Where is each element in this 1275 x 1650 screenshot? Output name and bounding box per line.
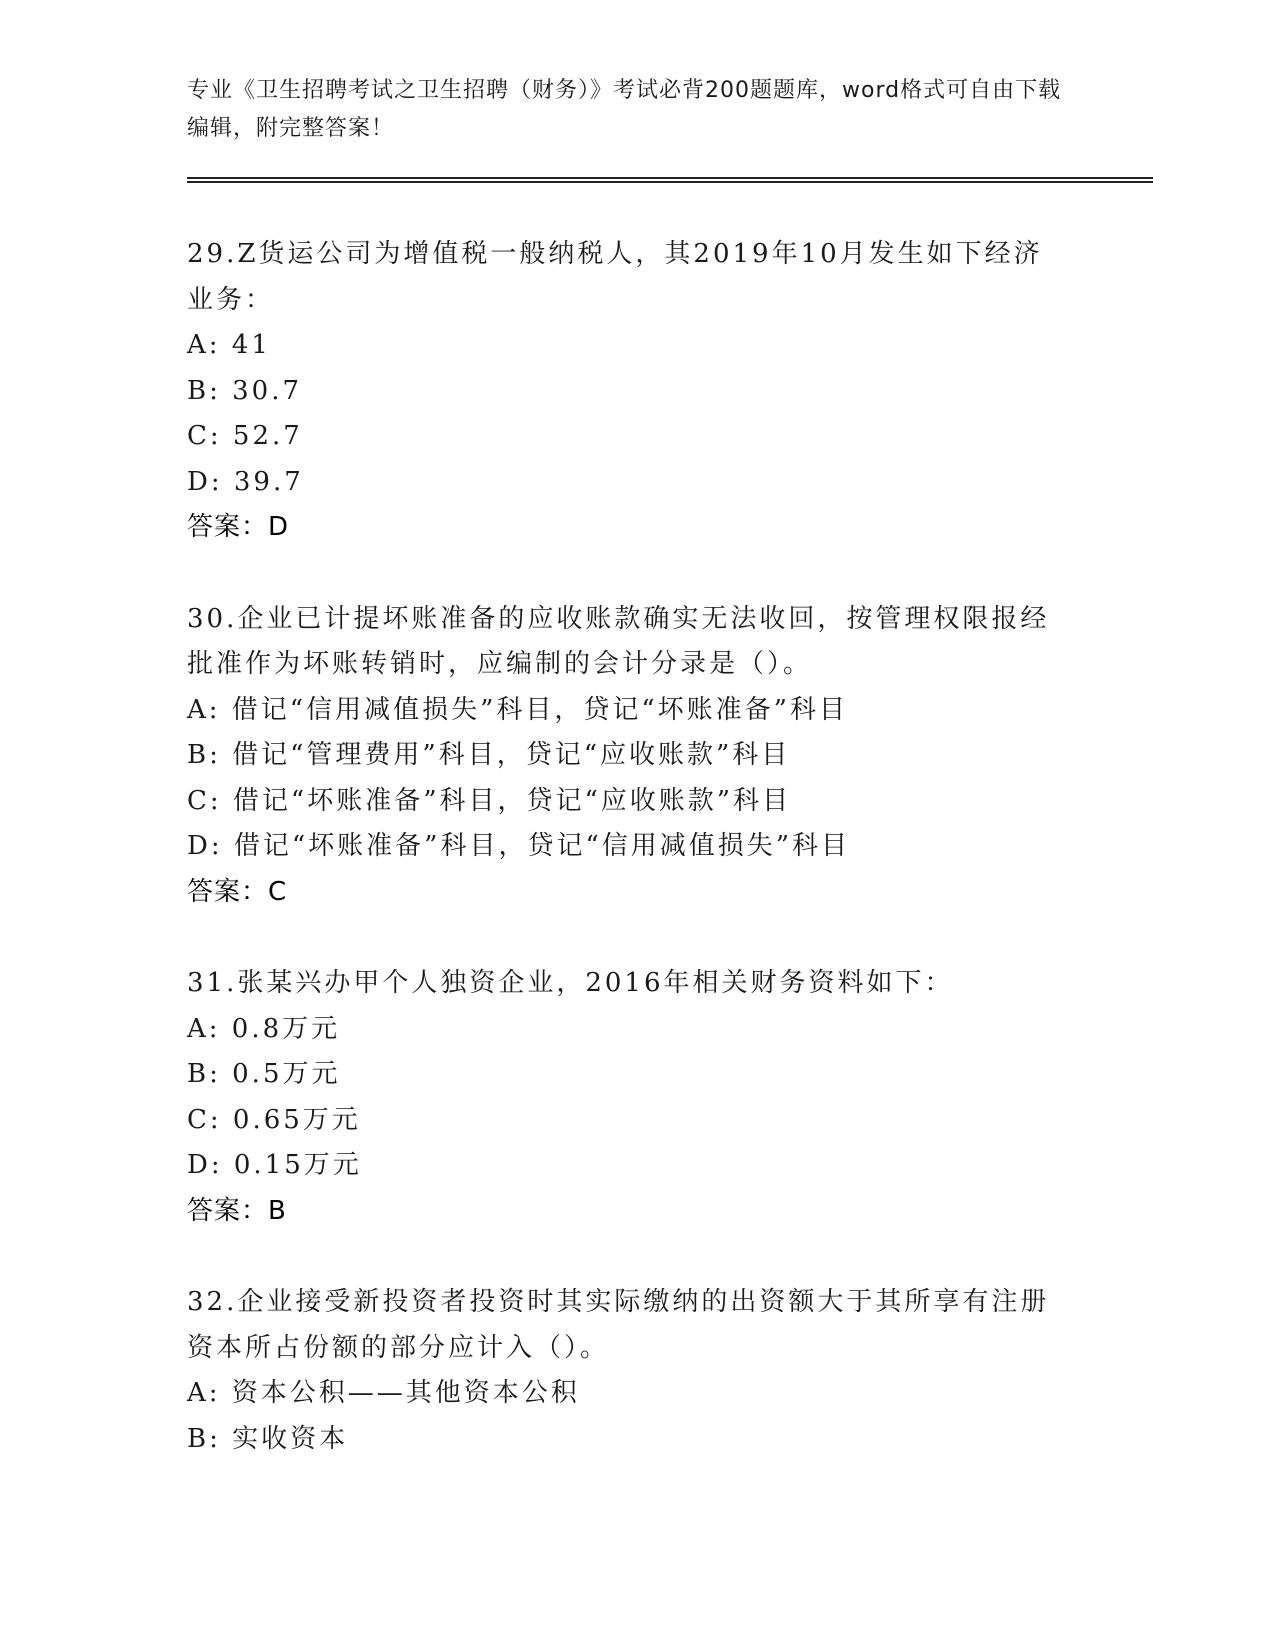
question-29 [187,232,1087,551]
option-a: A: 0.8万元 [187,1013,341,1044]
question-31 [187,961,1087,1234]
question-list [187,232,1087,1508]
option-c: C: 0.65万元 [187,1104,361,1135]
question-text: 31.张某兴办甲个人独资企业，2016年相关财务资料如下： [187,968,954,998]
question-text: 29.Z货运公司为增值税一般纳税人，其2019年10月发生如下经济业务： [187,239,1043,315]
option-a: A: 41 [187,330,271,360]
answer-line: 答案：C [187,876,288,907]
option-b: B: 借记“管理费用”科目，贷记“应收账款”科目 [187,740,791,770]
option-c: C: 52.7 [187,421,303,451]
document-header: 专业《卫生招聘考试之卫生招聘（财务）》考试必背200题题库，word格式可自由下载编辑，附完整答案！ [187,78,1062,141]
option-c: C: 借记“坏账准备”科目，贷记“应收账款”科目 [187,785,792,816]
option-a: A: 借记“信用减值损失”科目，贷记“坏账准备”科目 [187,694,848,725]
question-32 [187,1280,1087,1462]
header-double-rule [187,177,1153,183]
option-d: D: 39.7 [187,466,304,497]
question-30 [187,597,1087,916]
document-page [187,0,1147,1650]
answer-line: 答案：D [187,512,290,542]
option-b: B: 30.7 [187,375,303,406]
option-a: A: 资本公积——其他资本公积 [187,1378,580,1408]
answer-line: 答案：B [187,1195,287,1226]
option-b: B: 0.5万元 [187,1059,341,1089]
option-d: D: 0.15万元 [187,1150,362,1180]
question-text: 32.企业接受新投资者投资时其实际缴纳的出资额大于其所享有注册资本所占份额的部分应计入（）。 [187,1287,1050,1363]
question-text: 30.企业已计提坏账准备的应收账款确实无法收回，按管理权限报经批准作为坏账转销时，应编制的会计分录是（）。 [187,603,1050,679]
option-d: D: 借记“坏账准备”科目，贷记“信用减值损失”科目 [187,831,851,861]
option-b: B: 实收资本 [187,1423,349,1454]
